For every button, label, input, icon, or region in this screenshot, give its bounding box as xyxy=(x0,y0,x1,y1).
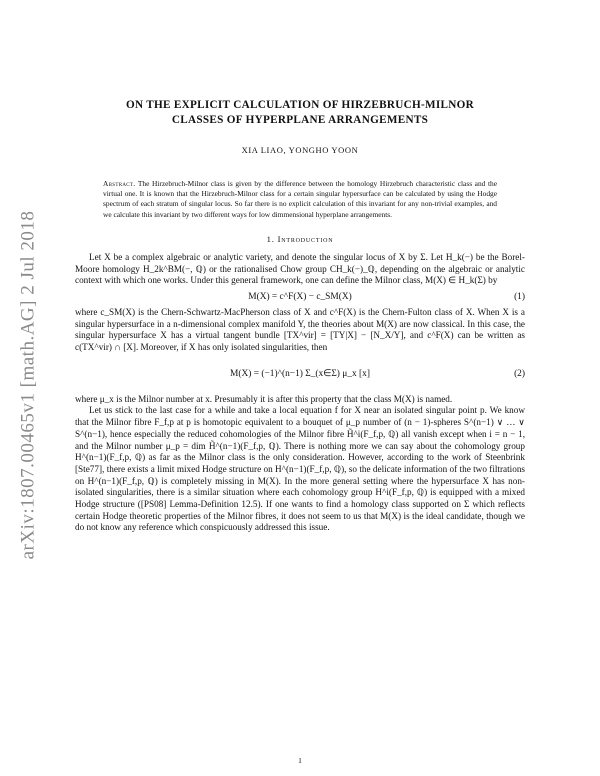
section-heading-introduction: 1. Introduction xyxy=(266,233,334,244)
intro-paragraph-2: where c_SM(X) is the Chern-Schwartz-MacPherson class of X and c^F(X) is the Chern-Fulton class of X. When X is a singular hypersurface in a n-dimensional complex manifold Y, the theories about M(X) are now classical. In this case, the singular hypersurface X has a virtual tangent bundle [TX^vir] = [TY|X] − [N_X/Y], and c^F(X) can be written as c(TX^vir) ∩ [X]. Moreover, if X has only isolated singularities, then xyxy=(75,306,525,353)
paper-page xyxy=(75,98,525,534)
arxiv-identifier-stamp xyxy=(10,180,46,590)
intro-paragraph-3: where μ_x is the Milnor number at x. Presumably it is after this property that the class M(X) is named. xyxy=(75,393,453,404)
paper-title xyxy=(95,98,505,128)
abstract-block xyxy=(103,179,497,220)
equation-1-number: (1) xyxy=(514,291,525,302)
abstract-label: Abstract. xyxy=(103,179,136,188)
author-list: XIA LIAO, YONGHO YOON xyxy=(241,145,359,155)
title-line-1: ON THE EXPLICIT CALCULATION OF HIRZEBRUCH-MILNOR xyxy=(125,99,475,111)
equation-2 xyxy=(75,359,525,389)
equation-1 xyxy=(75,292,525,302)
intro-paragraph-4: Let us stick to the last case for a while and take a local equation f for X near an isolated singular point p. We know that the Milnor fibre F_f,p at p is homotopic equivalent to a bouquet of μ_p number of (n − 1)-spheres S^(n−1) ∨ … ∨ S^(n−1), hence especially the reduced cohomologies of the Milnor fibre H̃^i(F_f,p, ℚ) all vanish except when i = n − 1, and the Milnor number μ_p = dim H̃^(n−1)(F_f,p, ℚ). There is nothing more we can say about the cohomology group H^(n−1)(F_f,p, ℚ) as far as the Milnor class is the only consideration. However, according to the work of Steenbrink [Ste77], there exists a limit mixed Hodge structure on H^(n−1)(F_f,p, ℚ), so the delicate information of the two filtrations on H^(n−1)(F_f,p, ℚ) is completely missing in M(X). In the more general setting where the hypersurface X has non-isolated singularities, there is a similar situation where each cohomology group H^i(F_f,p, ℚ) is equipped with a mixed Hodge structure ([PS08] Lemma-Definition 12.5). If one wants to find a homology class supported on Σ which reflects certain Hodge theoretic properties of the Milnor fibres, it does not seem to us that M(X) is the ideal candidate, though we do not know any reference which conspicuously addressed this issue. xyxy=(75,405,525,533)
intro-paragraph-1: Let X be a complex algebraic or analytic variety, and denote the singular locus of X by Σ. Let H_k(−) be the Borel-Moore homology H_2k^BM(−, ℚ) or the rationalised Chow group CH_k(−)_ℚ, depending on the algebraic or analytic context with which one works. Under this general framework, one can define the Milnor class, M(X) ∈ H_k(Σ) by xyxy=(75,251,525,286)
title-line-2: CLASSES OF HYPERPLANE ARRANGEMENTS xyxy=(171,114,429,126)
equation-2-number: (2) xyxy=(514,368,525,379)
equation-1-body: M(X) = c^F(X) − c_SM(X) xyxy=(248,291,352,302)
arxiv-identifier-text: arXiv:1807.00465v1 [math.AG] 2 Jul 2018 xyxy=(17,210,38,560)
abstract-text: The Hirzebruch-Milnor class is given by the difference between the homology Hirzebruch characteristic class and the virtual one. It is known that the Hirzebruch-Milnor class for a certain singular hypersurface can be calculated by using the Hodge spectrum of each stratum of singular locus. So far there is no explicit calculation of this invariant for any non-trivial examples, and we calculate this invariant by two different ways for low dimmensional hyperplane arrangements. xyxy=(103,179,497,219)
page-number: 1 xyxy=(298,756,302,765)
equation-2-body: M(X) = (−1)^(n−1) Σ_(x∈Σ) μ_x [x] xyxy=(230,369,370,380)
